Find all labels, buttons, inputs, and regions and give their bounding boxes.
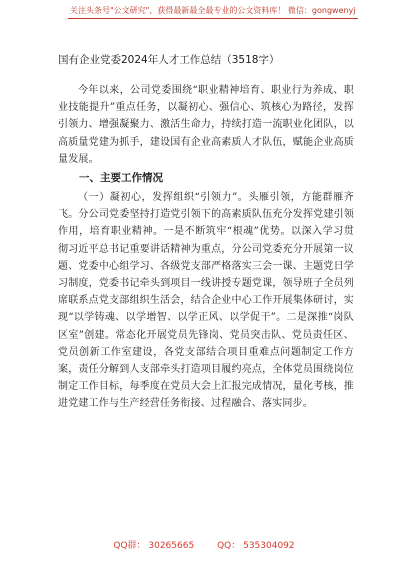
qq-group-text: QQ群： 30265665 [113, 541, 195, 551]
promo-banner: 关注头条号"公文研究"，获得最新最全最专业的公文资料库！ 微信：gongwenyj [68, 6, 358, 19]
document-title: 国有企业党委2024年人才工作总结（3518字） [58, 54, 280, 66]
document-body [58, 82, 354, 413]
body-paragraph: （一）凝初心，发挥组织“引领力”。头雁引领，方能群雁齐飞。分公司党委坚持打造党引领下的高素质队伍充分发挥党建引领作用，培育职业精神。一是不断筑牢“根魂”优势。以深入学习贯彻习近平总书记重要讲话精神为重点，分公司党委充分开展第一议题、党委中心组学习、各级党支部严格落实三会一课、主题党日学习制度，党委书记牵头到项目一线讲授专题党课，领导班子全员列席联系点党支部组织生活会，结合企业中心工作开展集体研讨，实现“以学铸魂、以学增智、以学正风、以学促干”。二是深推“岗队区室”创建。常态化开展党员先锋岗、党员突击队、党员责任区、党员创新工作室建设，各党支部结合项目重难点问题制定工作方案，责任分解到人支部牵头打造项目履约亮点，全体党员围绕岗位制定工作目标，每季度在党员大会上汇报完成情况，量化考核，推进党建工作与生产经营任务衔接、过程融合、落实同步。 [58, 192, 354, 410]
section-heading: 一、主要工作情况 [79, 172, 163, 185]
intro-paragraph: 今年以来，公司党委围绕“职业精神培育、职业行为养成、职业技能提升”重点任务，以凝初心、强信心、筑核心为路径，发挥引领力、增强凝聚力、激活生命力，持续打造一流职业化团队，以高质量党建为抓手，建设国有企业高素质人才队伍，赋能企业高质量发展。 [58, 85, 354, 165]
qq-contact-text: QQ： 535304092 [217, 541, 295, 551]
contact-footer [0, 538, 408, 551]
